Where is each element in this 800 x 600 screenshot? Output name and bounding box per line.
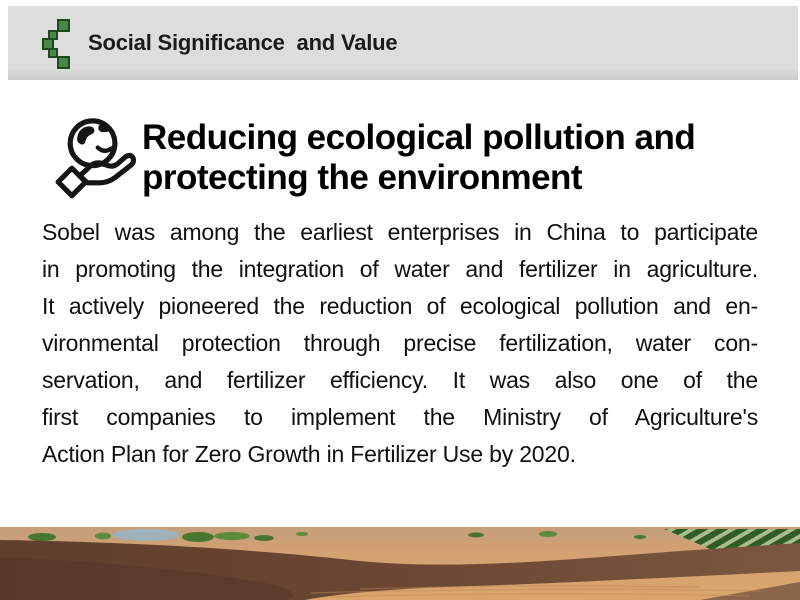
body-line: servation, and fertilizer efficiency. It was also one of the bbox=[42, 367, 758, 393]
desert-photo-graphic bbox=[0, 527, 800, 600]
hand-holding-globe-icon bbox=[53, 111, 139, 203]
section-heading bbox=[142, 118, 782, 198]
heading-line-1: Reducing ecological pollution and bbox=[142, 118, 696, 157]
body-line: vironmental protection through precise fertilization, water con- bbox=[42, 330, 758, 356]
header-title: Social Significance and Value bbox=[88, 30, 398, 55]
body-line: Action Plan for Zero Growth in Fertilizer Use by 2020. bbox=[42, 441, 576, 467]
header-bar bbox=[8, 6, 798, 80]
body-paragraph bbox=[42, 214, 758, 473]
body-line: It actively pioneered the reduction of ecological pollution and en- bbox=[42, 293, 758, 319]
body-line: Sobel was among the earliest enterprises in China to participate bbox=[42, 219, 758, 245]
body-line: in promoting the integration of water and fertilizer in agriculture. bbox=[42, 256, 758, 282]
heading-line-2: protecting the environment bbox=[142, 158, 583, 197]
desert-photo bbox=[0, 527, 800, 600]
body-line: first companies to implement the Ministry of Agriculture's bbox=[42, 404, 758, 430]
